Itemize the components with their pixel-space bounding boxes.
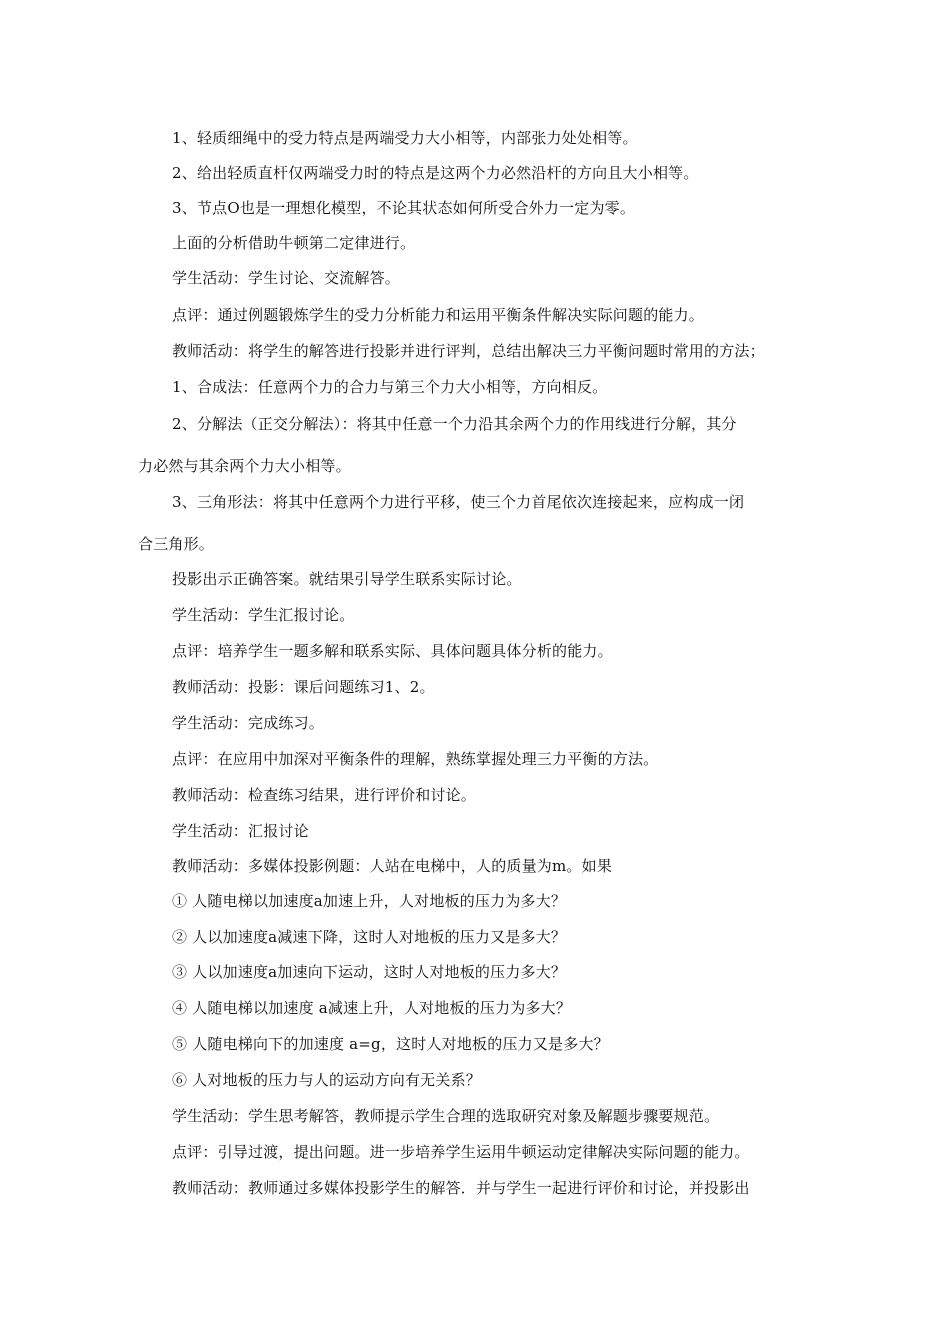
text-line: 学生活动：完成练习。 <box>172 714 325 732</box>
question-item: ③ 人以加速度a加速向下运动，这时人对地板的压力多大？ <box>172 963 567 981</box>
question-item: ② 人以加速度a减速下降，这时人对地板的压力又是多大？ <box>172 928 567 946</box>
text-line: 教师活动：多媒体投影例题：人站在电梯中，人的质量为m。如果 <box>172 857 613 875</box>
text-line: 2、分解法（正交分解法）：将其中任意一个力沿其余两个力的作用线进行分解，其分 <box>172 415 737 433</box>
text-line: 点评：在应用中加深对平衡条件的理解，熟练掌握处理三力平衡的方法。 <box>172 750 659 768</box>
text-line: 合三角形。 <box>138 535 215 553</box>
question-item: ④ 人随电梯以加速度 a减速上升，人对地板的压力为多大？ <box>172 999 572 1017</box>
text-line: 点评：引导过渡，提出问题。进一步培养学生运用牛顿运动定律解决实际问题的能力。 <box>172 1143 750 1161</box>
text-line: 教师活动：教师通过多媒体投影学生的解答．并与学生一起进行评价和讨论，并投影出 <box>172 1179 750 1197</box>
text-line: 学生活动：学生讨论、交流解答。 <box>172 269 401 287</box>
text-line: 1、轻质细绳中的受力特点是两端受力大小相等，内部张力处处相等。 <box>172 129 638 147</box>
question-item: ⑥ 人对地板的压力与人的运动方向有无关系？ <box>172 1071 481 1089</box>
text-line: 学生活动：汇报讨论 <box>172 822 309 840</box>
question-item: ⑤ 人随电梯向下的加速度 a=g，这时人对地板的压力又是多大？ <box>172 1035 609 1053</box>
text-line: 1、合成法：任意两个力的合力与第三个力大小相等，方向相反。 <box>172 378 608 396</box>
text-line: 教师活动：将学生的解答进行投影并进行评判，总结出解决三力平衡问题时常用的方法； <box>172 342 765 360</box>
question-item: ① 人随电梯以加速度a加速上升，人对地板的压力为多大？ <box>172 892 567 910</box>
text-line: 3、三角形法：将其中任意两个力进行平移，使三个力首尾依次连接起来，应构成一闭 <box>172 493 745 511</box>
text-line: 教师活动：检查练习结果，进行评价和讨论。 <box>172 786 477 804</box>
text-line: 学生活动：学生汇报讨论。 <box>172 606 355 624</box>
text-line: 力必然与其余两个力大小相等。 <box>138 457 351 475</box>
text-line: 学生活动：学生思考解答，教师提示学生合理的选取研究对象及解题步骤要规范。 <box>172 1107 720 1125</box>
text-line: 点评：培养学生一题多解和联系实际、具体问题具体分析的能力。 <box>172 642 613 660</box>
text-line: 投影出示正确答案。就结果引导学生联系实际讨论。 <box>172 570 522 588</box>
text-line: 2、给出轻质直杆仅两端受力时的特点是这两个力必然沿杆的方向且大小相等。 <box>172 164 699 182</box>
text-line: 上面的分析借助牛顿第二定律进行。 <box>172 234 416 252</box>
text-line: 教师活动：投影：课后问题练习1、2。 <box>172 678 435 696</box>
text-line: 点评：通过例题锻炼学生的受力分析能力和运用平衡条件解决实际问题的能力。 <box>172 306 705 324</box>
text-line: 3、节点O也是一理想化模型，不论其状态如何所受合外力一定为零。 <box>172 199 636 217</box>
